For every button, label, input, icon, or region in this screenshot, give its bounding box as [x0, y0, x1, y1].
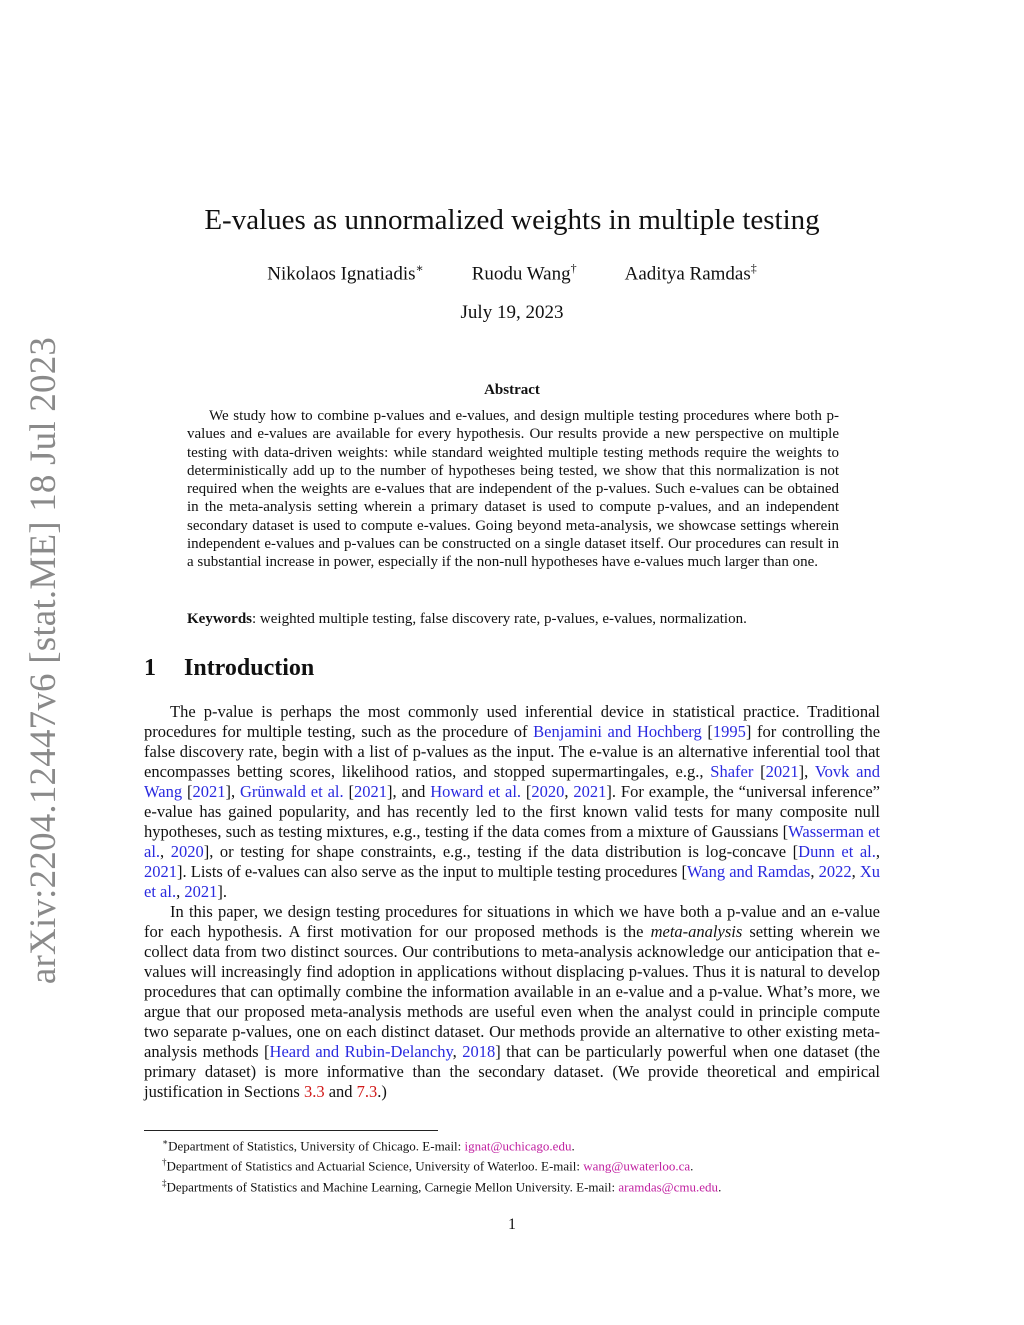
- citation-link[interactable]: Vovk and Wang: [144, 762, 880, 801]
- citation-link[interactable]: Dunn et al.: [798, 842, 876, 861]
- citation-link[interactable]: 2020: [170, 842, 204, 861]
- citation-link[interactable]: 2021: [573, 782, 607, 801]
- citation-link[interactable]: 1995: [712, 722, 746, 741]
- citation-link[interactable]: Howard et al.: [430, 782, 522, 801]
- section-ref-link[interactable]: 3.3: [303, 1082, 325, 1101]
- arxiv-identifier: arXiv:2204.12447v6 [stat.ME] 18 Jul 2023: [23, 336, 65, 984]
- paper-date: July 19, 2023: [460, 302, 564, 323]
- citation-link[interactable]: Shafer: [710, 762, 754, 781]
- emphasis-meta-analysis: meta-analysis: [650, 922, 743, 941]
- keywords-label: Keywords: [187, 611, 252, 627]
- citation-link[interactable]: 2021: [184, 882, 218, 901]
- intro-paragraph-2: In this paper, we design testing procedures for situations in which we have both a p-value and an e-value for each hypothesis. A first motivation for our proposed methods is the meta-analysis setting wherein we collect data from two distinct sources. Our contributions to meta-analysis acknowledge our anticipation that e-values will increasingly find adoption in applications without displacing p-values. Thus it is natural to develop procedures that can optimally combine the information available in an e-value and a p-value. What’s more, we argue that our proposed meta-analysis methods are useful even when the analyst could in principle compute two separate p-values, one on each distinct dataset. Our methods provide an alternative to other existing meta-analysis methods [Heard and Rubin-Delanchy, 2018] that can be particularly powerful when one dataset (the primary dataset) is more informative than the secondary dataset. (We provide theoretical and empirical justification in Sections 3.3 and 7.3.): [144, 902, 880, 1101]
- citation-link[interactable]: Heard and Rubin-Delanchy: [269, 1042, 453, 1061]
- intro-paragraph-1: The p-value is perhaps the most commonly used inferential device in statistical practice. Traditional procedures for multiple testing, such as the procedure of Benjamini and Hochberg [1995] for controlling the false discovery rate, begin with a list of p-values as the input. The e-value is an alternative inferential tool that encompasses betting scores, likelihood ratios, and stopped supermartingales, e.g., Shafer [2021], Vovk and Wang [2021], Grünwald et al. [2021], and Howard et al. [2020, 2021]. For example, the “universal inference” e-value has gained popularity, and has recently led to the first known valid tests for many composite null hypotheses, such as testing mixtures, e.g., testing if the data comes from a mixture of Gaussians [Wasserman et al., 2020], or testing for shape constraints, e.g., testing if the data distribution is log-concave [Dunn et al., 2021]. Lists of e-values can also serve as the input to multiple testing procedures [Wang and Ramdas, 2022, Xu et al., 2021].: [144, 702, 881, 901]
- citation-link[interactable]: Benjamini and Hochberg: [533, 722, 702, 741]
- email-link[interactable]: aramdas@cmu.edu: [618, 1178, 719, 1194]
- abstract-text: We study how to combine p-values and e-values, and design multiple testing procedures where both p-values and e-values are available for every hypothesis. Our results provide a new perspective on multiple testing with data-driven weights: while standard weighted multiple testing methods require the weights to deterministically add up to the number of hypotheses being tested, we show that this normalization is not required when the weights are e-values that are independent of the p-values. Such e-values can be obtained in the meta-analysis setting wherein a primary dataset is used to compute p-values, and an independent secondary dataset is used to compute e-values. Going beyond meta-analysis, we showcase settings wherein independent e-values and p-values can be constructed on a single dataset itself. Our procedures can result in a substantial increase in power, especially if the non-null hypotheses have e-values much larger than one.: [187, 408, 839, 571]
- citation-link[interactable]: Grünwald et al.: [239, 782, 344, 801]
- email-link[interactable]: wang@uwaterloo.ca: [583, 1158, 691, 1174]
- footnote: †Department of Statistics and Actuarial Science, University of Waterloo. E-mail: wang@uwaterloo.ca.: [162, 1157, 694, 1174]
- citation-link[interactable]: Wang and Ramdas: [687, 862, 811, 881]
- footnote: ‡Departments of Statistics and Machine Learning, Carnegie Mellon University. E-mail: aramdas@cmu.edu.: [162, 1177, 722, 1194]
- citation-link[interactable]: 2018: [462, 1042, 496, 1061]
- author: Nikolaos Ignatiadis∗: [267, 261, 424, 285]
- citation-link[interactable]: 2021: [354, 782, 387, 801]
- keywords: Keywords: weighted multiple testing, false discovery rate, p-values, e-values, normalization.: [187, 611, 747, 627]
- email-link[interactable]: ignat@uchicago.edu: [464, 1138, 572, 1154]
- section-ref-link[interactable]: 7.3: [356, 1082, 378, 1101]
- citation-link[interactable]: 2021: [144, 862, 177, 881]
- paper-title: E-values as unnormalized weights in multiple testing: [204, 204, 820, 236]
- footnote-divider: [144, 1130, 438, 1131]
- footnotes: [144, 1134, 880, 1195]
- author-list: [0, 261, 1024, 285]
- section-heading-introduction: 1 Introduction: [144, 655, 315, 681]
- abstract-heading: Abstract: [484, 382, 540, 398]
- author: Aaditya Ramdas‡: [624, 261, 757, 285]
- citation-link[interactable]: Wasserman et al.: [144, 822, 880, 861]
- page-number: 1: [508, 1216, 516, 1233]
- citation-link[interactable]: 2021: [765, 762, 799, 781]
- citation-link[interactable]: 2022: [818, 862, 852, 881]
- citation-link[interactable]: 2020: [531, 782, 565, 801]
- citation-link[interactable]: Xu et al.: [144, 862, 881, 901]
- citation-link[interactable]: 2021: [192, 782, 226, 801]
- arxiv-sidebar-stamp: [20, 336, 68, 984]
- footnote: ∗Department of Statistics, University of Chicago. E-mail: ignat@uchicago.edu.: [162, 1137, 575, 1154]
- author: Ruodu Wang†: [471, 261, 577, 285]
